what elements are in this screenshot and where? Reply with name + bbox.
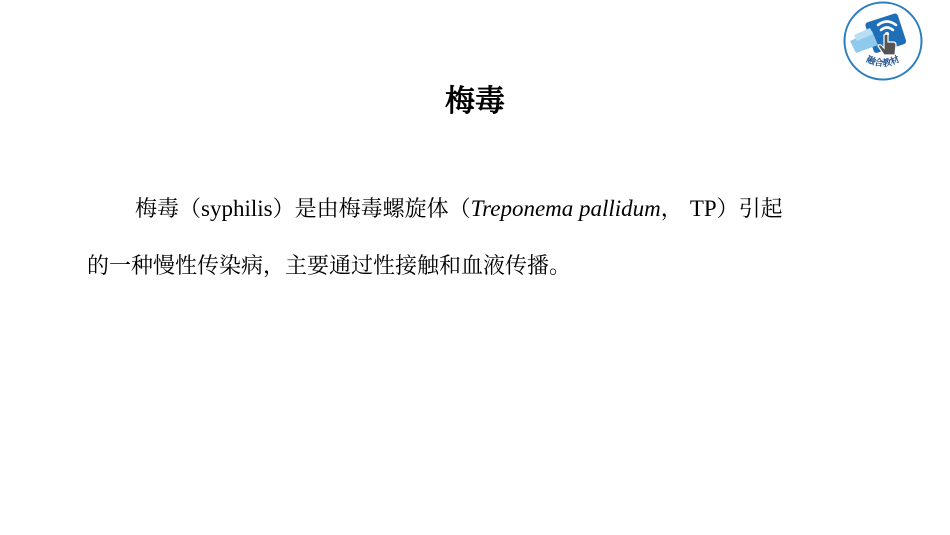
line1-part3: ， (660, 197, 683, 222)
scientific-name: Treponema pallidum (470, 196, 661, 221)
svg-text:融合教材: 融合教材 (864, 54, 902, 70)
line1-part2: ）是由梅毒螺旋体（ (272, 197, 471, 222)
abbreviation: TP (689, 196, 717, 221)
paragraph-line-1 (135, 193, 783, 226)
page-title: 梅毒 (445, 84, 505, 119)
hand-touch-wifi-logo-icon (842, 1, 924, 81)
line1-part1: 梅毒（ (135, 197, 202, 222)
line1-part4: ）引起 (716, 197, 783, 222)
logo (842, 1, 924, 81)
syphilis-term: syphilis (201, 196, 273, 221)
paragraph-line-2: 的一种慢性传染病，主要通过性接触和血液传播。 (87, 254, 572, 279)
